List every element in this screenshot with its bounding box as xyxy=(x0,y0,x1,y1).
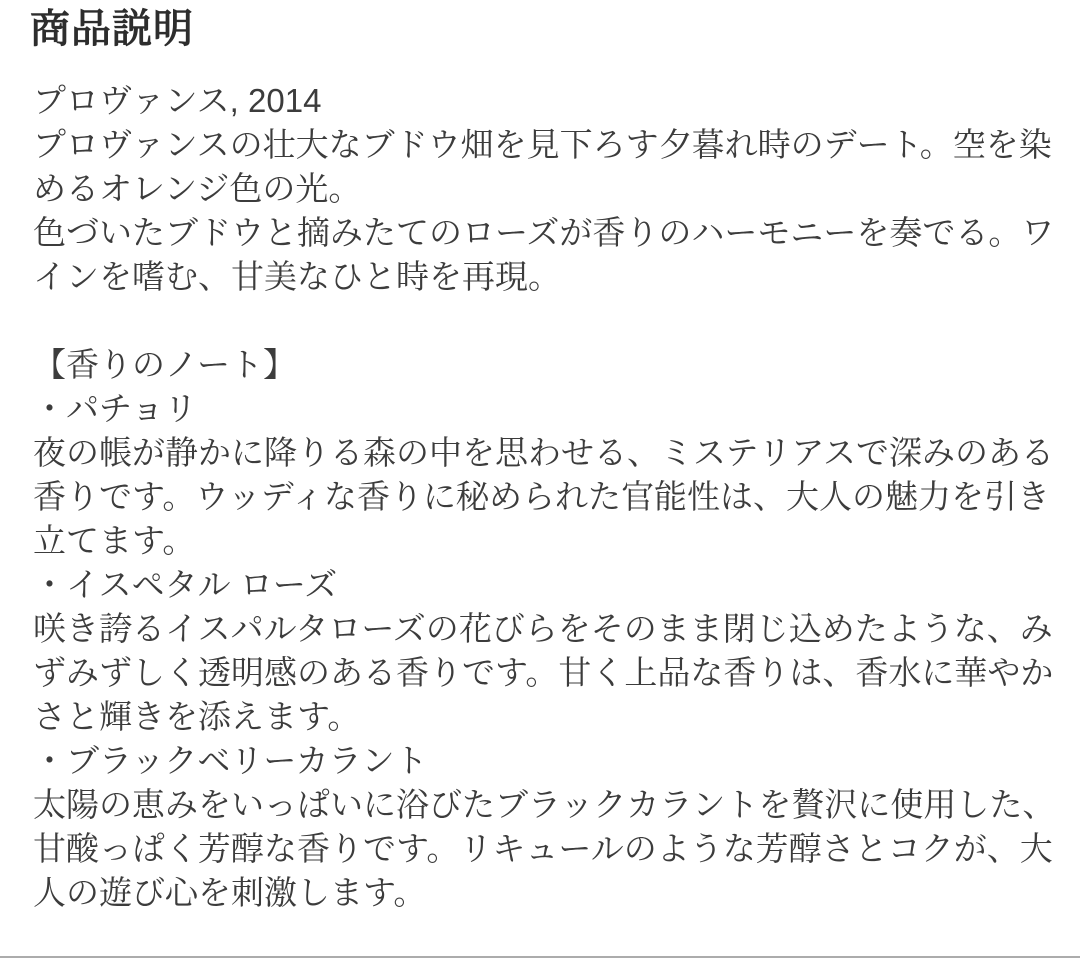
note-bullet-isparta-rose: ・イスペタル ローズ xyxy=(33,566,338,603)
text-line: 色づいたブドウと摘みたてのローズが香りのハーモニーを奏でる。ワ xyxy=(33,214,1055,251)
text-line: 太陽の恵みをいっぱいに浴びたブラックカラントを贅沢に使用した、 xyxy=(33,786,1056,823)
text-line: さと輝きを添えます。 xyxy=(33,698,361,735)
text-line: ずみずしく透明感のある香りです。甘く上品な香りは、香水に華やか xyxy=(33,654,1054,691)
text-line: 甘酸っぱく芳醇な香りです。リキュールのような芳醇さとコクが、大 xyxy=(33,830,1053,867)
text-line: インを嗜む、甘美なひと時を再現。 xyxy=(33,258,561,295)
line-product-vintage: プロヴァンス, 2014 xyxy=(33,82,322,119)
blank-line xyxy=(33,299,1050,343)
notes-section-heading: 【香りのノート】 xyxy=(33,346,297,383)
section-divider xyxy=(0,956,1080,958)
text-line: プロヴァンスの壮大なブドウ畑を見下ろす夕暮れ時のデート。空を染 xyxy=(33,126,1052,163)
note-bullet-patchouli: ・パチョリ xyxy=(33,390,198,427)
text-line: 夜の帳が静かに降りる森の中を思わせる、ミステリアスで深みのある xyxy=(33,434,1055,471)
text-line: 香りです。ウッディな香りに秘められた官能性は、大人の魅力を引き xyxy=(33,478,1051,515)
product-description xyxy=(33,79,1056,915)
text-line: 咲き誇るイスパルタローズの花びらをそのまま閉じ込めたような、み xyxy=(33,610,1053,647)
text-line: めるオレンジ色の光。 xyxy=(33,170,362,207)
page-title: 商品説明 xyxy=(30,7,194,51)
text-line: 立てます。 xyxy=(33,522,196,559)
text-line: 人の遊び心を刺激します。 xyxy=(33,874,427,911)
note-bullet-blackberry-currant: ・ブラックベリーカラント xyxy=(33,742,428,779)
